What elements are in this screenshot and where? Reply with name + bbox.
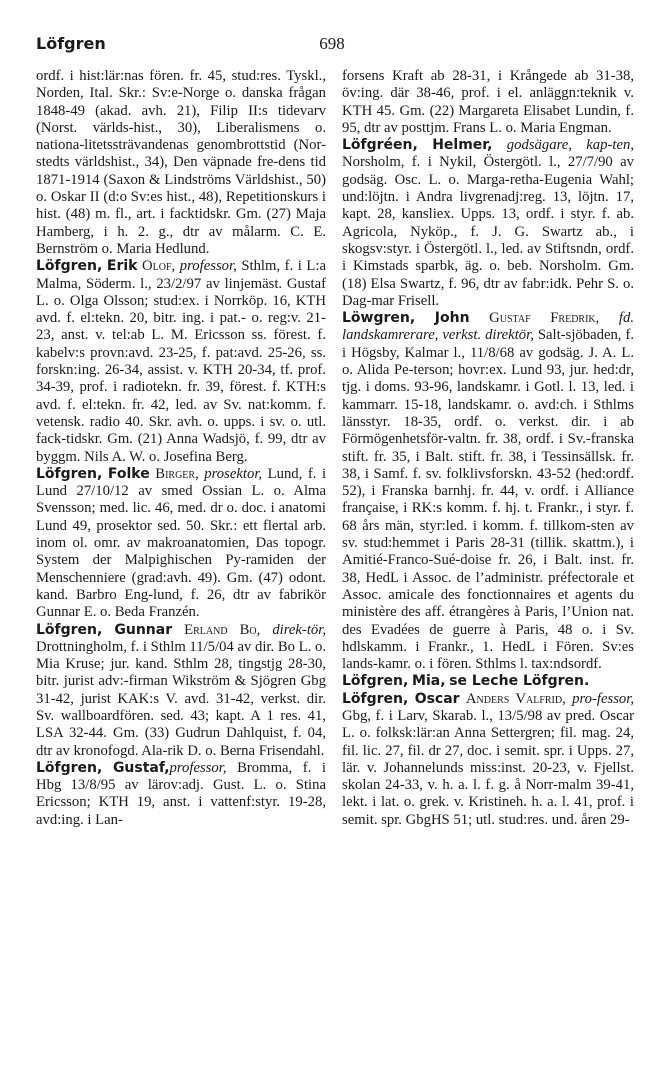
entry-title: professor,: [179, 258, 237, 275]
entry-middle-names: Olof,: [142, 258, 176, 275]
entry-given-name: Erik: [106, 258, 138, 275]
entry-title: fd. landskamrerare, verkst. direktör,: [342, 310, 635, 344]
entry-surname: Löwgren,: [342, 310, 416, 327]
entry-given-name: John: [434, 310, 470, 327]
entry-title: professor,: [169, 759, 227, 776]
entry-surname: Löfgren,: [36, 258, 103, 275]
entry-oscar-lofgren: [342, 691, 634, 829]
entry-folke-lofgren: [36, 466, 326, 622]
entry-mia-lofgren: [342, 673, 634, 690]
entry-given-name: Gustaf,: [112, 759, 170, 776]
right-column: [342, 68, 634, 829]
entry-body: Sthlm, f. i L:a Malma, Söderm. l., 23/2/97 av linjemäst. Gustaf L. o. Olga Olsson; stud:ex. i Norrköp. 16, KTH avd. f. el:tekn. 20, bitr. ing. i pat.- o. reg:v. 21-23, anst. v. tel:ab L. M. Ericsson ss. förest. f. kabelv:s provn:avd. 23-25, f. pat:avd. 25-26, ss. forskn:ing. 26-34, assist. v. KTH 20-34, tf. prof. 34-39, prof. i radiotekn. fr. 39, förest. f. KTH:s avd. f. el:tekn. fr. 42, led. av Sv. nat:komm. f. vetensk. radio 40. Skr. avh. o. upps. i sv. o. utl. fack-tidskr. Gm. (21) Anna Wadsjö, f. 99, dtr av byggm. Nils A. W. o. Josefina Berg.: [36, 258, 327, 465]
entry-given-name: Folke: [107, 465, 150, 482]
entry-given-name: Helmer,: [432, 137, 493, 154]
entry-body: Gbg, f. i Larv, Skarab. l., 13/5/98 av pred. Oscar L. o. folksk:lär:an Anna Settergren; fil. mag. 24, fil. lic. 27, fil. dr 27, doc. i semit. spr. i Upps. 27, lär. v. Johannelunds miss:inst. 20-23, v. Fjellst. skolan 24-33, v. h. a. l. f. g. å Norr-malm 39-41, lekt. i lat. o. grek. v. Kristineh. h. a. l. 41, prof. i semit. spr. GbgHS 51; utl. stud:res. und. åren 29-: [342, 707, 634, 828]
entry-title: prosektor,: [204, 465, 263, 482]
entry-middle-names: Anders Valfrid,: [465, 690, 566, 707]
entry-erik-lofgren: [36, 258, 326, 466]
entry-helmer-lofgreen: [342, 137, 634, 310]
entry-middle-names: Birger,: [155, 465, 199, 482]
entry-surname: Löfgréen,: [342, 137, 418, 154]
entry-surname: Löfgren,: [36, 621, 103, 638]
entry-body: Norsholm, f. i Nykil, Östergötl. l., 27/7/90 av godsäg. Osc. L. o. Marga-retha-Eugenia Wahl; und:löjtn. i Andra livgrenadj:reg. 13, löjtn. 17, kapt. 28, kansliex. Upps. 13, ordf. i styr. f. ab. Agricola, Nyköp., f. J. G. Swartz ab., i skogsv:styr. i Östergötl. l., led. av Stiftsndn, ordf. i Kimstads sparbk, äg. o. beb. Norsholm. Gm. (18) Elsa Swartz, f. 96, dtr av fabr:idk. Pehr S. o. Dag-mar Frisell.: [342, 154, 634, 309]
entry-surname: Löfgren,: [342, 673, 409, 690]
entry-cross-reference: se Leche Löfgren.: [449, 673, 590, 690]
entry-body: Drottningholm, f. i Sthlm 11/5/04 av dir. Bo L. o. Mia Kruse; jur. kand. Sthlm 28, tingstjg 28-30, bitr. jurist adv:-firman Wikström & Sjögren Gbg 31-42, jurist KAK:s V. avd. 31-42, verkst. dir. Sv. wallboardfören. sed. 43; kapt. A 1 res. 41, LSA 32-44. Gm. (33) Gudrun Dahlquist, f. 04, dtr av kronofogd. Ala-rik D. o. Berna Frisendahl.: [36, 638, 326, 759]
entry-surname: Löfgren,: [36, 759, 103, 776]
entry-surname: Löfgren,: [36, 465, 103, 482]
entry-title: pro-fessor,: [572, 690, 635, 707]
entry-body: Lund, f. i Lund 27/10/12 av smed Ossian L. o. Alma Svensson; med. lic. 46, med. dr o. doc. i anatomi Lund 49, prosektor sed. 50. Skr.: ett flertal arb. inom ol. omr. av makroanatomien, Das topogr. System der Malpighischen Py-ramiden der Menschenniere (grad:avh. 49). Gm. (47) odont. kand. Barbro Eng-lund, f. 26, dtr av fabrikör Gunnar E. o. Beda Franzén.: [36, 465, 327, 621]
entry-middle-names: Gustaf Fredrik,: [489, 310, 600, 327]
page-header: [36, 34, 628, 60]
entry-john-lowgren: [342, 310, 634, 673]
entry-body: Bromma, f. i Hbg 13/8/95 av lärov:adj. Gust. L. o. Stina Ericsson; KTH 19, anst. i vattenf:styr. 19-28, avd:ing. i Lan-: [36, 759, 327, 828]
continued-entry: forsens Kraft ab 28-31, i Krångede ab 31-38, öv:ing. där 38-46, prof. i el. anläggn:teknik v. KTH 45. Gm. (22) Margareta Elisabet Lundin, f. 95, dtr av posttjm. Frans L. o. Maria Engman.: [342, 68, 634, 136]
entry-given-name: Mia,: [412, 673, 446, 690]
entry-gustaf-lofgren: [36, 760, 326, 829]
entry-given-name: Oscar: [414, 690, 460, 707]
entry-given-name: Gunnar: [114, 621, 173, 638]
entry-gunnar-lofgren: [36, 622, 326, 760]
entry-title: godsägare, kap-ten,: [506, 137, 634, 154]
running-head-name: Löfgren: [36, 34, 106, 53]
entry-surname: Löfgren,: [342, 690, 409, 707]
entry-middle-names: Erland Bo,: [184, 621, 261, 638]
entry-body: Salt-sjöbaden, f. i Högsby, Kalmar l., 11/8/68 av godsäg. J. A. L. o. Alida Pe-terson; hovr:ex. Lund 93, jur. hed:dr, tjg. i doms. 93-96, landskamr. i Gotl. l. 13, led. i kammarr. 15-18, landskamr. o. avd:ch. i Sthlms länsstyr. 18-35, ordf. o. verkst. dir. i ab Förmögenhetsför-valtn. fr. 38, ordf. i Sv.-franska stift. fr. 35, i Balt. stift. fr. 38, i Tessinsällsk. fr. 38, i Samf. f. sv. folklivsforskn. 43-52 (hed:ordf. 52), i Franska barnhj. fr. 44, v. ordf. i Alliance française, i RK:s komm. f. hj. t. Frankr., i styr. f. 68 års män, styr:led. i komm. f. tillkom-sten av sv. stud:hemmet i Paris 28-31 (tillik. skattm.), i Amitié-Franco-Sué-doise fr. 26, i Balt. inst. fr. 38, HedL i Assoc. de l’administr. préfectorale et Assoc. amicale des fonctionnaires et agents du ministère des aff. étrangères à Paris, l’Union nat. des Evadées de guerre à Paris, 48 o. i Sv. hdlskamm. i Frankr., 1. HedL i Fören. Sv:es lands-kamr. o. i fören. Sthlms l. tax:ndsordf.: [342, 327, 635, 673]
continued-entry: ordf. i hist:lär:nas fören. fr. 45, stud:res. Tyskl., Norden, Ital. Skr.: Sv:e-Norge o. danska frågan 1848-49 (akad. avh. 21), Filip II:s tidevarv (Norst. världs-hist., 30), Liberalismens o. nationa-litetssträvandenas genombrottstid (Nor-stedts världshist., 34), Den väpnade fre-dens tid 1871-1914 (Saxon & Lindströms Världshist., 50) o. Oskar II (d:o Sv:es hist., 48), Repetitionskurs i hist. (48) m. fl., art. i facktidskr. Gm. (27) Maja Hamberg, i h. 2. g., dtr av målarm. C. E. Bernström o. Maria Hedlund.: [36, 68, 326, 257]
left-column: [36, 68, 326, 829]
page-number: 698: [319, 34, 345, 53]
entry-title: direk-tör,: [272, 621, 327, 638]
